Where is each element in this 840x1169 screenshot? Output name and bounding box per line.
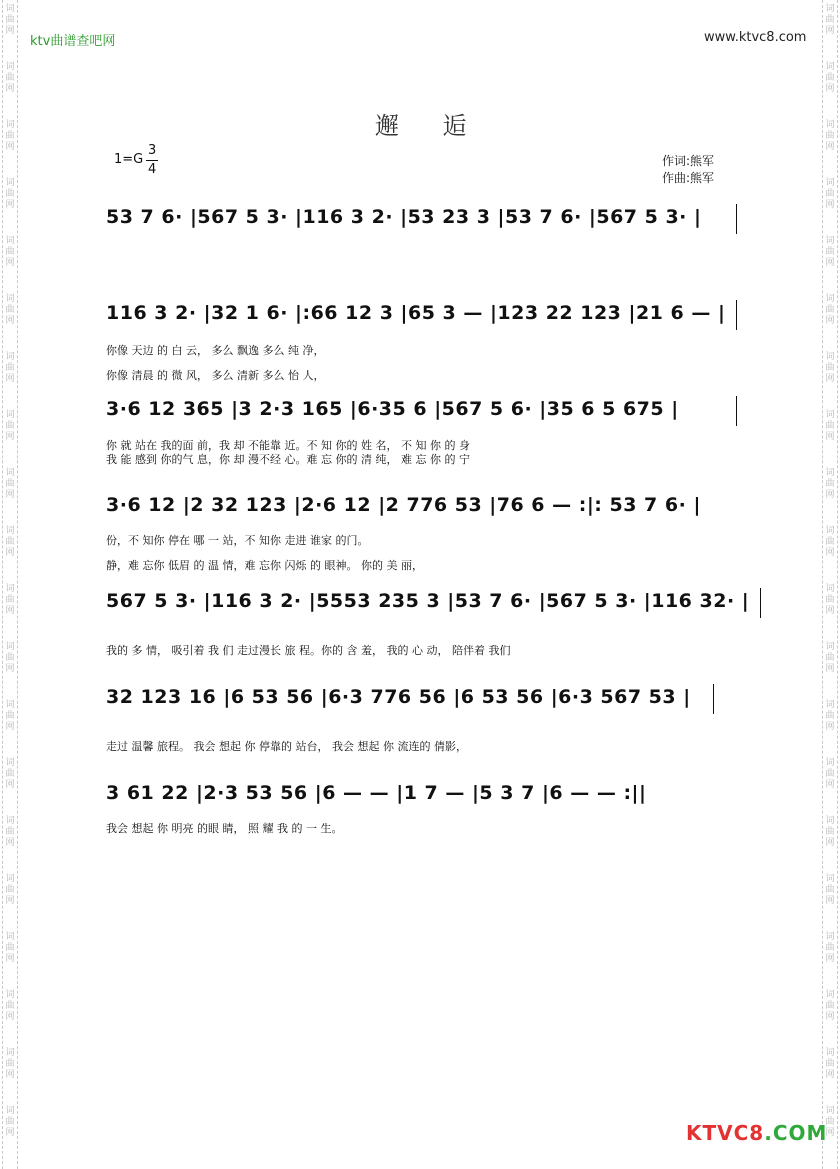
notation-line-5: 567 5 3· |116 3 2· |5553 235 3 |53 7 6· |567 5 3· |116 32· | bbox=[106, 590, 750, 612]
side-watermark-text: 词 曲 网 bbox=[5, 62, 15, 94]
side-watermark-text: 词 曲 网 bbox=[825, 1048, 835, 1080]
ktvc8-logo[interactable] bbox=[686, 1121, 827, 1145]
lyric-line-5: 我的 多 情， 吸引着 我 们 走过漫长 旅 程。你的 含 羞， 我的 心 动， 陪伴着 我们 bbox=[106, 644, 511, 657]
side-watermark-text: 词 曲 网 bbox=[5, 410, 15, 442]
time-signature-bar bbox=[146, 160, 158, 161]
side-watermark-text: 词 曲 网 bbox=[825, 758, 835, 790]
notation-line-2: 116 3 2· |32 1 6· |:66 12 3 |65 3 — |123 22 123 |21 6 — | bbox=[106, 302, 726, 324]
side-watermark-text: 词 曲 网 bbox=[5, 1106, 15, 1138]
side-watermark-text: 词 曲 网 bbox=[5, 4, 15, 36]
side-watermark-text: 词 曲 网 bbox=[825, 468, 835, 500]
side-watermark-text: 词 曲 网 bbox=[5, 178, 15, 210]
side-watermark-left bbox=[2, 0, 18, 1169]
side-watermark-text: 词 曲 网 bbox=[5, 1048, 15, 1080]
side-watermark-text: 词 曲 网 bbox=[5, 120, 15, 152]
barline-end-3 bbox=[736, 396, 737, 426]
song-title: 邂 逅 bbox=[375, 112, 485, 140]
side-watermark-text: 词 曲 网 bbox=[825, 352, 835, 384]
side-watermark-text: 词 曲 网 bbox=[825, 236, 835, 268]
lyric-line-3-verse-2: 我 能 感到 你的气 息，你 却 漫不经 心。难 忘 你的 清 纯， 难 忘 你 的 宁 bbox=[106, 453, 470, 466]
side-watermark-text: 词 曲 网 bbox=[825, 4, 835, 36]
side-watermark-text: 词 曲 网 bbox=[825, 642, 835, 674]
side-watermark-text: 词 曲 网 bbox=[825, 1106, 835, 1138]
side-watermark-text: 词 曲 网 bbox=[825, 410, 835, 442]
side-watermark-text: 词 曲 网 bbox=[825, 526, 835, 558]
side-watermark-text: 词 曲 网 bbox=[825, 178, 835, 210]
side-watermark-text: 词 曲 网 bbox=[5, 526, 15, 558]
side-watermark-text: 词 曲 网 bbox=[5, 352, 15, 384]
side-watermark-text: 词 曲 网 bbox=[5, 584, 15, 616]
side-watermark-text: 词 曲 网 bbox=[825, 874, 835, 906]
side-watermark-text: 词 曲 网 bbox=[5, 874, 15, 906]
site-name-top-left[interactable]: ktv曲谱查吧网 bbox=[30, 34, 116, 49]
side-watermark-text: 词 曲 网 bbox=[825, 120, 835, 152]
barline-end-2 bbox=[736, 300, 737, 330]
side-watermark-text: 词 曲 网 bbox=[5, 758, 15, 790]
side-watermark-text: 词 曲 网 bbox=[5, 468, 15, 500]
lyricist-credit: 作词:熊军 bbox=[662, 154, 715, 168]
side-watermark-text: 词 曲 网 bbox=[5, 932, 15, 964]
logo-tail-text: .COM bbox=[764, 1121, 828, 1145]
lyric-line-2-verse-2: 你像 清晨 的 微 风， 多么 清新 多么 怡 人， bbox=[106, 369, 325, 382]
composer-credit: 作曲:熊军 bbox=[662, 171, 715, 185]
side-watermark-text: 词 曲 网 bbox=[825, 990, 835, 1022]
side-watermark-text: 词 曲 网 bbox=[5, 294, 15, 326]
lyric-line-3-verse-1: 你 就 站在 我的面 前，我 却 不能靠 近。不 知 你的 姓 名， 不 知 你 的 身 bbox=[106, 439, 470, 452]
side-watermark-text: 词 曲 网 bbox=[825, 294, 835, 326]
lyric-line-4-verse-2: 静，难 忘你 低眉 的 温 情，难 忘你 闪烁 的 眼神。 你的 美 丽， bbox=[106, 559, 423, 572]
side-watermark-right bbox=[822, 0, 838, 1169]
side-watermark-text: 词 曲 网 bbox=[825, 62, 835, 94]
side-watermark-text: 词 曲 网 bbox=[5, 236, 15, 268]
notation-line-7: 3 61 22 |2·3 53 56 |6 — — |1 7 — |5 3 7 |6 — — :|| bbox=[106, 782, 647, 804]
side-watermark-text: 词 曲 网 bbox=[5, 990, 15, 1022]
lyric-line-4-verse-1: 份，不 知你 停在 哪 一 站，不 知你 走进 谁家 的门。 bbox=[106, 534, 369, 547]
time-signature-denominator: 4 bbox=[148, 162, 157, 177]
lyric-line-7: 我会 想起 你 明亮 的眼 睛， 照 耀 我 的 一 生。 bbox=[106, 822, 343, 835]
lyric-line-6: 走过 温馨 旅程。 我会 想起 你 停靠的 站台， 我会 想起 你 流连的 倩影， bbox=[106, 740, 467, 753]
lyric-line-2-verse-1: 你像 天边 的 白 云， 多么 飘逸 多么 纯 净， bbox=[106, 344, 325, 357]
side-watermark-text: 词 曲 网 bbox=[825, 700, 835, 732]
site-url-top-right[interactable]: www.ktvc8.com bbox=[704, 30, 807, 45]
side-watermark-text: 词 曲 网 bbox=[825, 816, 835, 848]
side-watermark-text: 词 曲 网 bbox=[825, 584, 835, 616]
side-watermark-text: 词 曲 网 bbox=[825, 932, 835, 964]
barline-end-5 bbox=[760, 588, 761, 618]
notation-line-1: 53 7 6· |567 5 3· |116 3 2· |53 23 3 |53 7 6· |567 5 3· | bbox=[106, 206, 702, 228]
key-signature: 1=G bbox=[114, 152, 144, 167]
logo-main-text: KTVC8 bbox=[686, 1121, 765, 1145]
barline-end-1 bbox=[736, 204, 737, 234]
notation-line-4: 3·6 12 |2 32 123 |2·6 12 |2 776 53 |76 6 — :|: 53 7 6· | bbox=[106, 494, 701, 516]
barline-end-6 bbox=[713, 684, 714, 714]
time-signature-numerator: 3 bbox=[148, 143, 157, 158]
notation-line-3: 3·6 12 365 |3 2·3 165 |6·35 6 |567 5 6· |35 6 5 675 | bbox=[106, 398, 679, 420]
side-watermark-text: 词 曲 网 bbox=[5, 816, 15, 848]
notation-line-6: 32 123 16 |6 53 56 |6·3 776 56 |6 53 56 |6·3 567 53 | bbox=[106, 686, 691, 708]
side-watermark-text: 词 曲 网 bbox=[5, 642, 15, 674]
side-watermark-text: 词 曲 网 bbox=[5, 700, 15, 732]
